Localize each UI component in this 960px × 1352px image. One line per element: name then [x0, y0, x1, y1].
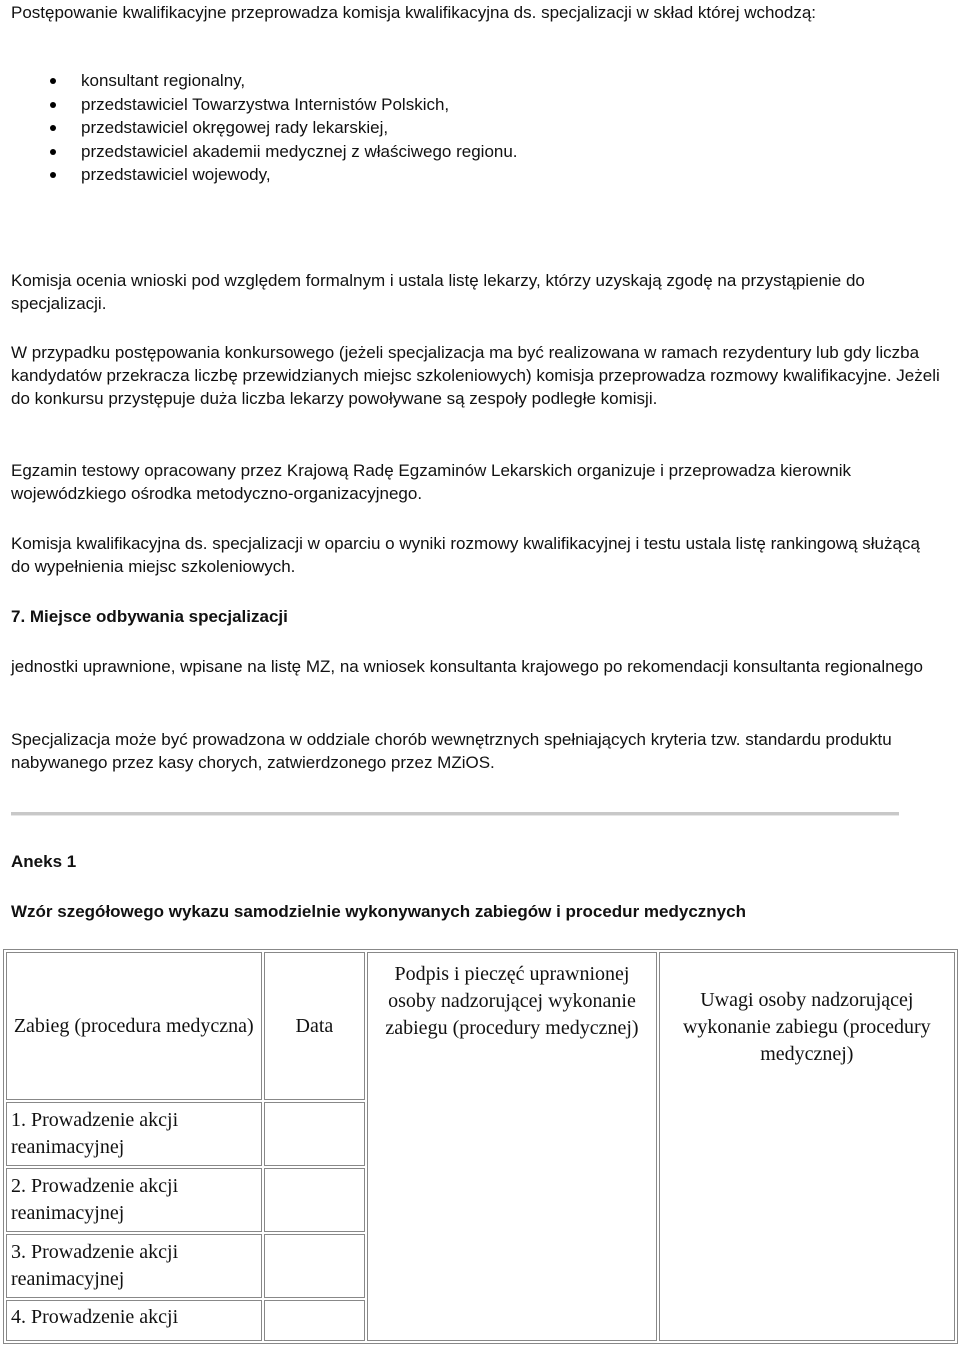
- bullet-icon: [50, 172, 56, 178]
- list-item: [0, 69, 518, 93]
- header-cell-signature: Podpis i pieczęć uprawnionej osoby nadzorującej wykonanie zabiegu (procedury medycznej): [367, 952, 656, 1341]
- intro-paragraph: Postępowanie kwalifikacyjne przeprowadza komisja kwalifikacyjna ds. specjalizacji w skład której wchodzą:: [11, 3, 817, 22]
- list-item: [0, 93, 518, 117]
- date-cell: [264, 1300, 366, 1341]
- header-cell-remarks: Uwagi osoby nadzorującej wykonanie zabiegu (procedury medycznej): [659, 952, 955, 1341]
- list-item-text: przedstawiciel Towarzystwa Internistów Polskich,: [81, 94, 450, 114]
- procedure-cell: 3. Prowadzenie akcji reanimacyjnej: [6, 1234, 262, 1298]
- date-cell: [264, 1234, 366, 1298]
- list-item: [0, 116, 518, 140]
- list-item-text: konsultant regionalny,: [81, 71, 246, 90]
- bullet-icon: [50, 102, 56, 108]
- paragraph-exam: Egzamin testowy opracowany przez Krajową Radę Egzaminów Lekarskich organizuje i przeprowadza kierownik wojewódzkiego ośrodka metodyczno-organizacyjnego.: [11, 461, 852, 503]
- list-item-text: przedstawiciel wojewody,: [81, 165, 271, 184]
- table-header-row: [6, 952, 955, 1100]
- annex-subtitle: Wzór szegółowego wykazu samodzielnie wykonywanych zabiegów i procedur medycznych: [11, 902, 746, 921]
- procedure-cell: 4. Prowadzenie akcji: [6, 1300, 262, 1341]
- list-item-text: przedstawiciel akademii medycznej z właściwego regionu.: [81, 141, 518, 161]
- header-cell-date: Data: [264, 952, 366, 1100]
- procedures-table: [3, 949, 958, 1344]
- paragraph-ranking: Komisja kwalifikacyjna ds. specjalizacji w oparciu o wyniki rozmowy kwalifikacyjnej i testu ustala listę rankingową służącą do wypełnienia miejsc szkoleniowych.: [11, 534, 920, 576]
- procedure-cell: 1. Prowadzenie akcji reanimacyjnej: [6, 1102, 262, 1166]
- list-item: [0, 140, 518, 164]
- paragraph-evaluation: Komisja ocenia wnioski pod względem formalnym i ustala listę lekarzy, którzy uzyskają zgodę na przystąpienie do specjalizacji.: [11, 271, 865, 313]
- committee-members-list: [0, 69, 518, 187]
- list-item: [0, 163, 518, 187]
- paragraph-units: jednostki uprawnione, wpisane na listę MZ, na wniosek konsultanta krajowego po rekomendacji konsultanta regionalnego: [11, 657, 923, 676]
- procedure-cell: 2. Prowadzenie akcji reanimacyjnej: [6, 1168, 262, 1232]
- paragraph-standard: Specjalizacja może być prowadzona w oddziale chorób wewnętrznych spełniających kryteria tzw. standardu produktu nabywanego przez kasy chorych, zatwierdzonego przez MZiOS.: [11, 730, 892, 772]
- bullet-icon: [50, 125, 56, 131]
- date-cell: [264, 1168, 366, 1232]
- section-heading: 7. Miejsce odbywania specjalizacji: [11, 607, 288, 626]
- date-cell: [264, 1102, 366, 1166]
- list-item-text: przedstawiciel okręgowej rady lekarskiej,: [81, 118, 389, 137]
- bullet-icon: [50, 149, 56, 155]
- header-cell-procedure: Zabieg (procedura medyczna): [6, 952, 262, 1100]
- paragraph-competition: W przypadku postępowania konkursowego (jeżeli specjalizacja ma być realizowana w ramach rezydentury lub gdy liczba kandydatów przekracza liczbę przewidzianych miejsc szkoleniowych) komisja przeprowadza rozmowy kwalifikacyjne. Jeżeli do konkursu przystępuje duża liczba lekarzy powoływane są zespoły podległe komisji.: [11, 343, 940, 408]
- horizontal-divider: [11, 812, 899, 816]
- annex-title: Aneks 1: [11, 852, 77, 871]
- bullet-icon: [50, 78, 56, 84]
